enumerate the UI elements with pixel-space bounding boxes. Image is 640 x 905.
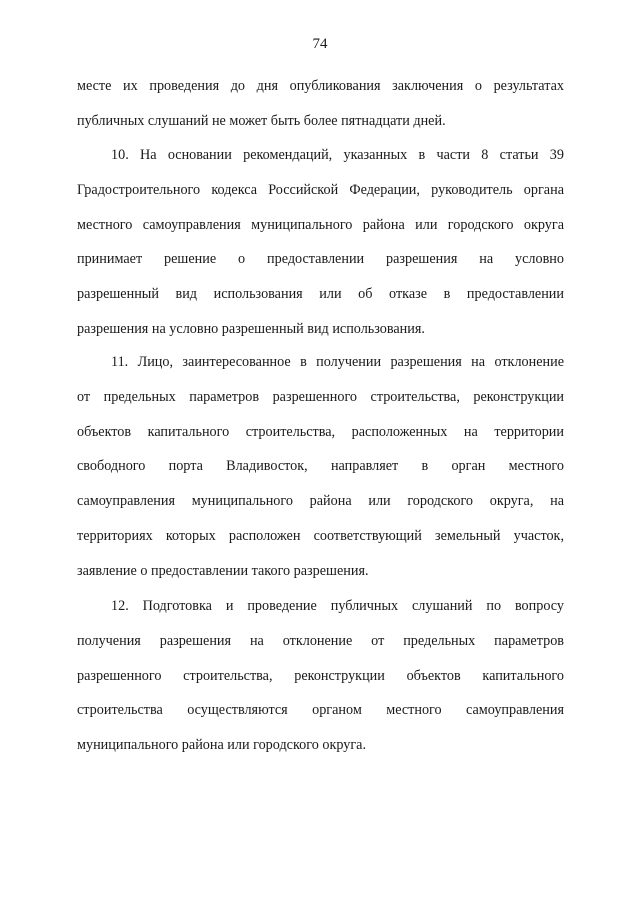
paragraph-continuation (77, 69, 564, 139)
text-line: публичных слушаний не может быть более пятнадцати дней. (77, 112, 446, 129)
text-line: строительства осуществляются органом местного самоуправления (77, 702, 564, 719)
text-line: месте их проведения до дня опубликования заключения о результатах (77, 78, 564, 94)
text-line: 12. Подготовка и проведение публичных слушаний по вопросу (111, 598, 564, 614)
text-line: территориях которых расположен соответствующий земельный участок, (77, 527, 564, 544)
text-line: местного самоуправления муниципального района или городского округа (77, 216, 564, 233)
page-number: 74 (312, 36, 328, 52)
paragraph-10 (77, 138, 564, 347)
text-line: свободного порта Владивосток, направляет в орган местного (77, 458, 564, 475)
text-line: от предельных параметров разрешенного строительства, реконструкции (77, 388, 564, 405)
text-line: объектов капитального строительства, расположенных на территории (77, 423, 564, 440)
text-line: получения разрешения на отклонение от предельных параметров (77, 632, 564, 649)
text-line: разрешенного строительства, реконструкции объектов капитального (77, 667, 564, 684)
paragraph-12 (77, 589, 564, 763)
text-line: разрешения на условно разрешенный вид использования. (77, 320, 425, 337)
text-line: самоуправления муниципального района или городского округа, на (77, 493, 564, 510)
text-line: Градостроительного кодекса Российской Федерации, руководитель органа (77, 181, 564, 198)
text-line: муниципального района или городского округа. (77, 737, 366, 754)
text-line: 10. На основании рекомендаций, указанных в части 8 статьи 39 (111, 147, 564, 163)
text-line: 11. Лицо, заинтересованное в получении разрешения на отклонение (111, 354, 564, 370)
text-line: разрешенный вид использования или об отказе в предоставлении (77, 286, 564, 303)
paragraph-11 (77, 345, 564, 589)
text-line: заявление о предоставлении такого разрешения. (77, 562, 369, 579)
text-line: принимает решение о предоставлении разрешения на условно (77, 251, 564, 268)
